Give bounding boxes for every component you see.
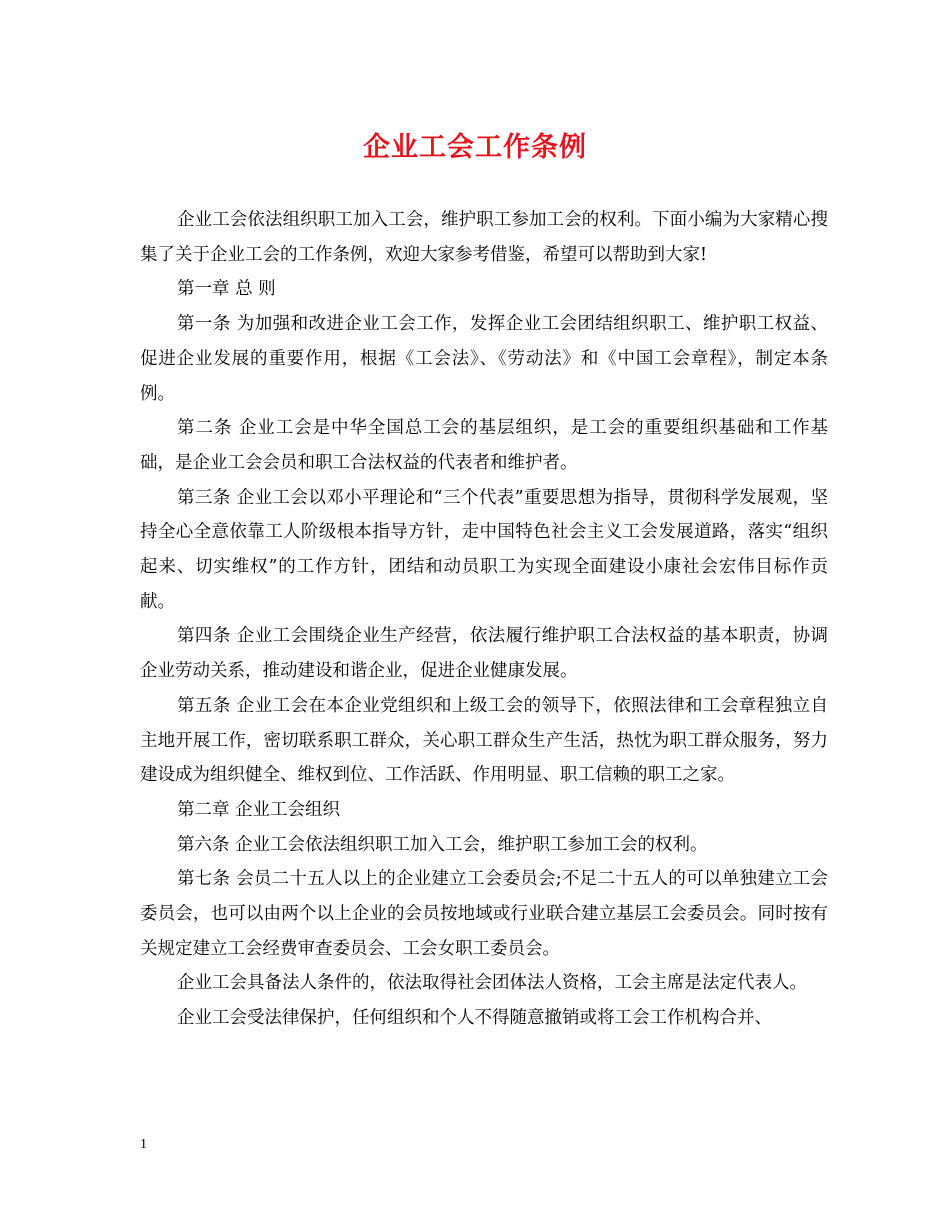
body-paragraph: 企业工会具备法人条件的，依法取得社会团体法人资格，工会主席是法定代表人。	[177, 973, 807, 994]
chapter-heading: 第一章 总 则	[177, 279, 276, 300]
article-paragraph: 第二条 企业工会是中华全国总工会的基层组织，是工会的重要组织基础和工作基础，是企业工会会员和职工合法权益的代表者和维护者。	[140, 418, 828, 473]
page-number: 1	[140, 1137, 147, 1152]
document-body	[140, 203, 828, 1036]
body-paragraph: 企业工会受法律保护，任何组织和个人不得随意撤销或将工会工作机构合并、	[177, 1008, 772, 1029]
chapter-heading: 第二章 企业工会组织	[177, 799, 341, 820]
article-paragraph: 第三条 企业工会以邓小平理论和“三个代表”重要思想为指导，贯彻科学发展观，坚持全心全意依靠工人阶级根本指导方针，走中国特色社会主义工会发展道路，落实“组织起来、切实维权”的工作方针，团结和动员职工为实现全面建设小康社会宏伟目标作贡献。	[140, 487, 829, 612]
article-paragraph: 第四条 企业工会围绕企业生产经营，依法履行维护职工合法权益的基本职责，协调企业劳动关系，推动建设和谐企业，促进企业健康发展。	[140, 626, 828, 682]
article-paragraph: 第五条 企业工会在本企业党组织和上级工会的领导下，依照法律和工会章程独立自主地开展工作，密切联系职工群众，关心职工群众生产生活，热忱为职工群众服务，努力建设成为组织健全、维权到位、工作活跃、作用明显、职工信赖的职工之家。	[140, 695, 828, 786]
article-paragraph: 第一条 为加强和改进企业工会工作，发挥企业工会团结组织职工、维护职工权益、促进企业发展的重要作用，根据《工会法》、《劳动法》和《中国工会章程》，制定本条例。	[140, 314, 828, 404]
document-title: 企业工会工作条例	[363, 132, 587, 163]
article-paragraph: 第七条 会员二十五人以上的企业建立工会委员会;不足二十五人的可以单独建立工会委员会，也可以由两个以上企业的会员按地域或行业联合建立基层工会委员会。同时按有关规定建立工会经费审查委员会、工会女职工委员会。	[140, 869, 828, 959]
article-paragraph: 第六条 企业工会依法组织职工加入工会，维护职工参加工会的权利。	[177, 834, 708, 855]
intro-paragraph: 企业工会依法组织职工加入工会，维护职工参加工会的权利。下面小编为大家精心搜集了关于企业工会的工作条例，欢迎大家参考借鉴，希望可以帮助到大家!	[140, 210, 828, 265]
